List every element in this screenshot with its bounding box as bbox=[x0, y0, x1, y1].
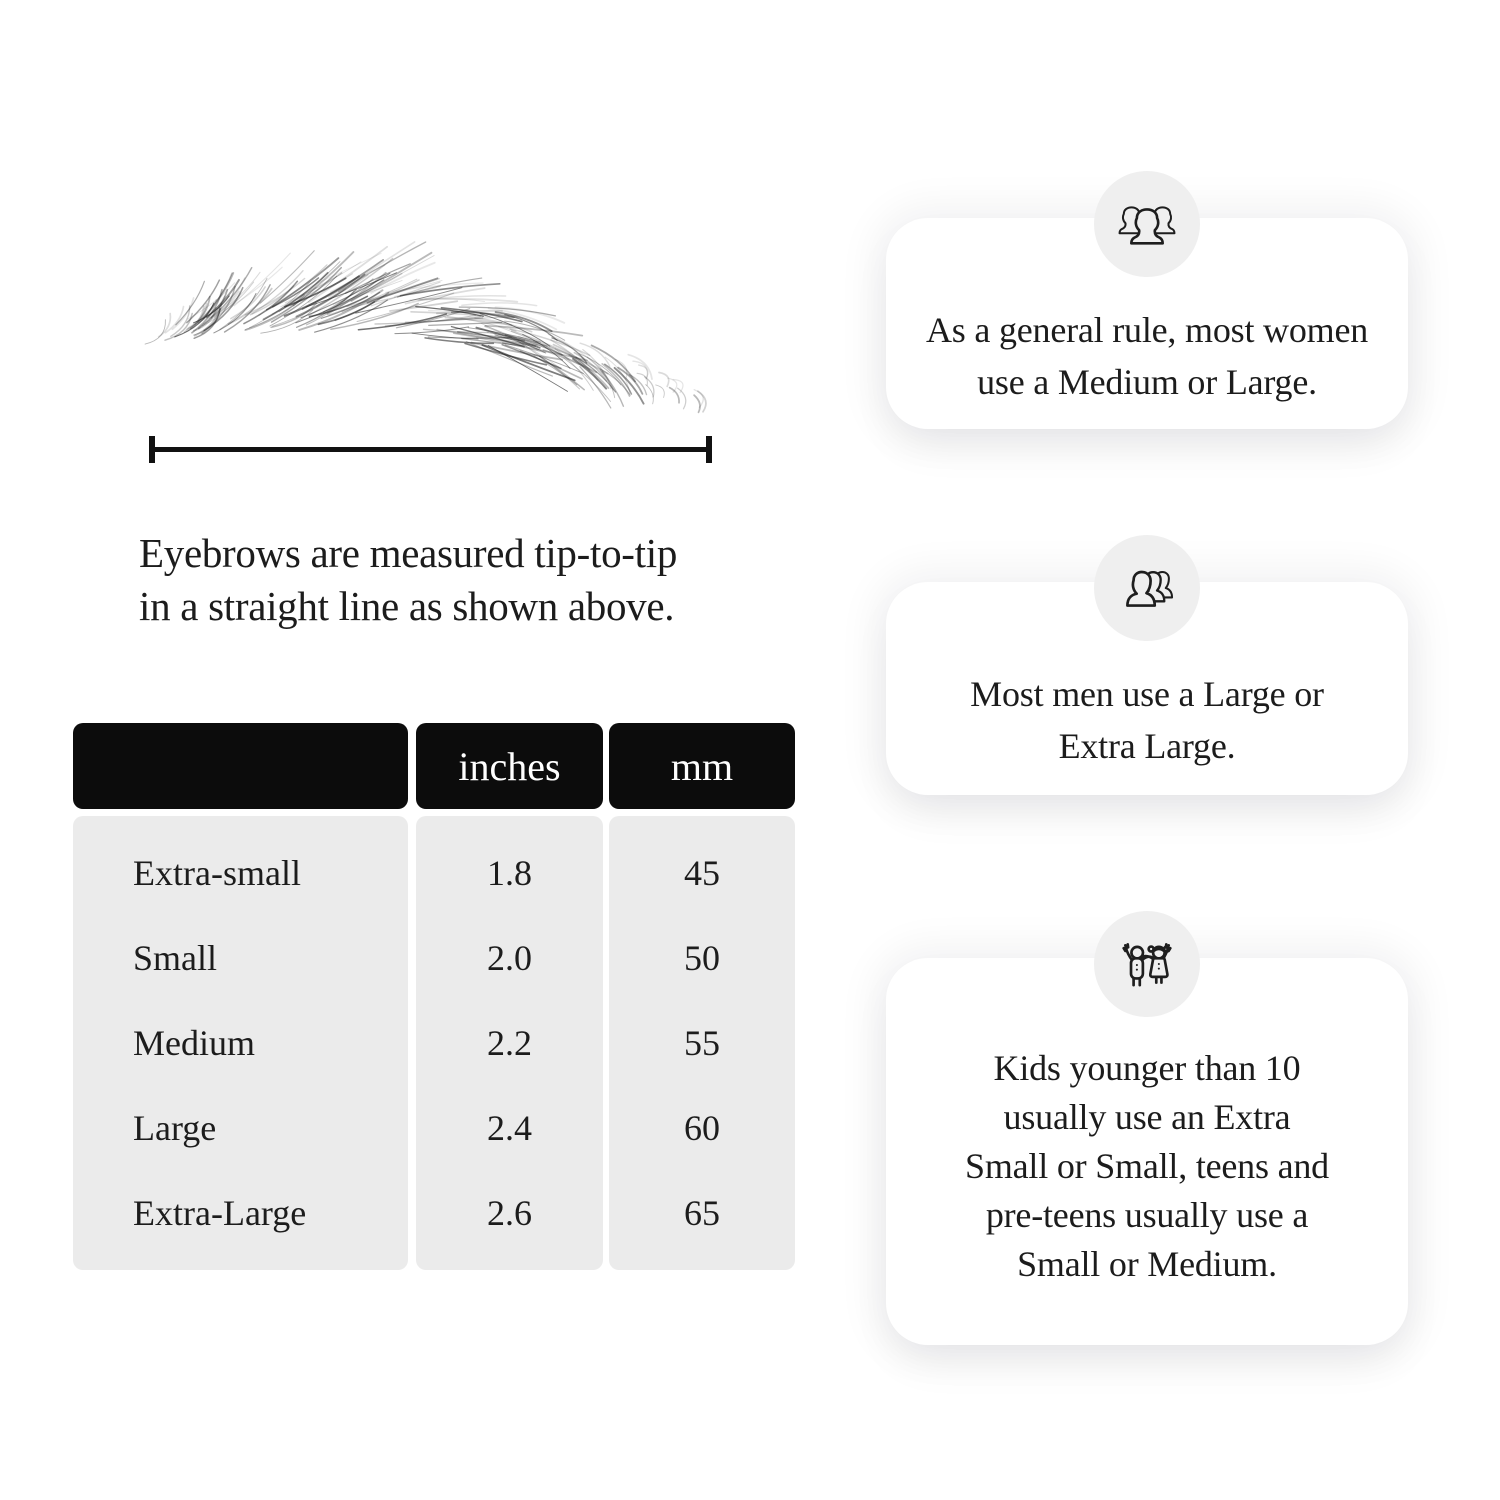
mm-column-body bbox=[609, 816, 795, 1270]
icon-circle bbox=[1094, 911, 1200, 1017]
info-card-women bbox=[886, 218, 1408, 429]
inches-column-header: inches bbox=[416, 723, 603, 809]
table-cell-inches: 2.2 bbox=[487, 1022, 532, 1063]
size-column-header bbox=[73, 723, 408, 809]
table-row-label: Large bbox=[133, 1108, 217, 1149]
size-table bbox=[73, 723, 795, 1270]
table-cell-mm: 45 bbox=[684, 852, 720, 893]
card-text-line: Extra Large. bbox=[1058, 726, 1236, 766]
table-cell-inches: 2.4 bbox=[487, 1108, 532, 1149]
card-text-line: Small or Small, teens and bbox=[965, 1146, 1329, 1186]
icon-circle bbox=[1094, 171, 1200, 277]
table-cell-mm: 65 bbox=[684, 1193, 720, 1234]
caption-line-1: Eyebrows are measured tip-to-tip bbox=[139, 530, 678, 576]
table-row-label: Medium bbox=[133, 1022, 255, 1063]
icon-circle bbox=[1094, 535, 1200, 641]
card-text-line: usually use an Extra bbox=[1003, 1097, 1291, 1137]
women-group-icon bbox=[1114, 191, 1180, 257]
inches-column-body bbox=[416, 816, 603, 1270]
size-column-body bbox=[73, 816, 408, 1270]
measurement-caption bbox=[139, 527, 677, 633]
table-cell-mm: 60 bbox=[684, 1108, 720, 1149]
caption-line-2: in a straight line as shown above. bbox=[139, 583, 675, 629]
card-text-line: Small or Medium. bbox=[1017, 1244, 1277, 1284]
info-card-men bbox=[886, 582, 1408, 795]
table-cell-inches: 2.6 bbox=[487, 1193, 532, 1234]
card-text-line: Most men use a Large or bbox=[970, 674, 1324, 714]
table-cell-mm: 50 bbox=[684, 937, 720, 978]
table-row-label: Small bbox=[133, 937, 218, 978]
eyebrow-illustration bbox=[135, 252, 735, 422]
card-text-line: pre-teens usually use a bbox=[985, 1195, 1309, 1235]
card-text-line: Kids younger than 10 bbox=[993, 1048, 1301, 1088]
card-text-line: As a general rule, most women bbox=[925, 310, 1369, 350]
table-cell-inches: 1.8 bbox=[487, 852, 532, 893]
table-row-label: Extra-small bbox=[133, 852, 301, 893]
table-row-label: Extra-Large bbox=[133, 1193, 307, 1234]
measurement-line-bar bbox=[149, 447, 712, 452]
men-group-icon bbox=[1114, 555, 1180, 621]
mm-column-header: mm bbox=[609, 723, 795, 809]
info-card-kids bbox=[886, 958, 1408, 1345]
kids-icon bbox=[1114, 931, 1180, 997]
table-cell-inches: 2.0 bbox=[487, 937, 532, 978]
measurement-endcap-right bbox=[706, 436, 712, 463]
card-text-line: use a Medium or Large. bbox=[977, 362, 1317, 402]
table-cell-mm: 55 bbox=[684, 1022, 720, 1063]
